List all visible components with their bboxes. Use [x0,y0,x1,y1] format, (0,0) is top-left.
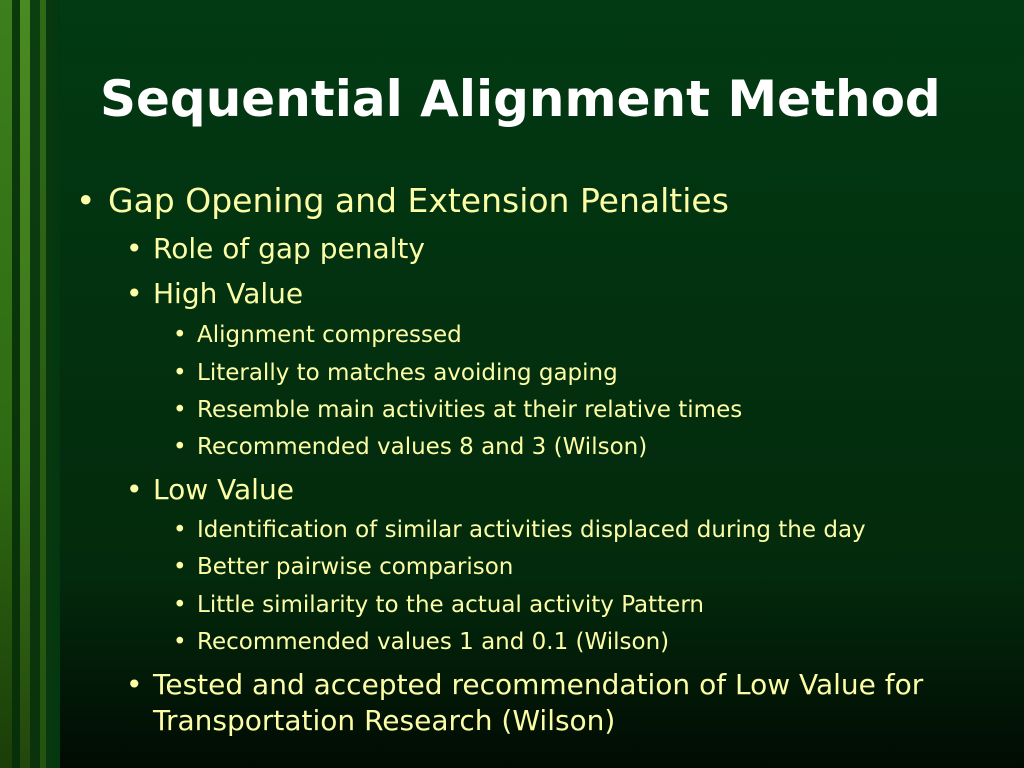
bullet-item [173,358,618,388]
bullet-item [173,320,462,350]
bullet-item [173,590,704,620]
bullet-dot: • [173,517,187,543]
bullet-text: Low Value [153,473,294,506]
bullet-text: Tested and accepted recommendation of Low Value for Transportation Research (Wilson) [153,668,924,737]
bullet-dot: • [173,397,187,423]
bullet-text: Little similarity to the actual activity Pattern [197,592,704,618]
bullet-dot: • [126,277,143,310]
bullet-text: Recommended values 8 and 3 (Wilson) [197,434,648,460]
bullet-item [126,231,425,267]
bullet-dot: • [126,668,143,701]
bullet-item [126,276,304,312]
bullet-item [76,181,729,221]
bullet-text: Literally to matches avoiding gaping [197,360,618,386]
bullet-item [173,515,866,545]
bullet-item [173,432,648,462]
bullet-text: Role of gap penalty [153,232,425,265]
bullet-dot: • [173,592,187,618]
bullet-item [126,472,294,508]
bullet-text: High Value [153,277,304,310]
bullet-item [173,627,670,657]
slide-title: Sequential Alignment Method [100,70,941,128]
bullet-item [173,395,743,425]
bullet-dot: • [126,232,143,265]
bullet-item [173,552,514,582]
bullet-item [126,667,973,739]
bullet-text: Better pairwise comparison [197,554,514,580]
bullet-text: Resemble main activities at their relative times [197,397,743,423]
bullet-text: Recommended values 1 and 0.1 (Wilson) [197,629,670,655]
bullet-dot: • [173,322,187,348]
bullet-dot: • [76,181,96,220]
bullet-dot: • [173,434,187,460]
bullet-dot: • [173,629,187,655]
bullet-dot: • [173,554,187,580]
bullet-text: Gap Opening and Extension Penalties [108,181,729,220]
bullet-text: Alignment compressed [197,322,462,348]
bullet-dot: • [126,473,143,506]
bullet-text: Identification of similar activities displaced during the day [197,517,866,543]
bullet-dot: • [173,360,187,386]
